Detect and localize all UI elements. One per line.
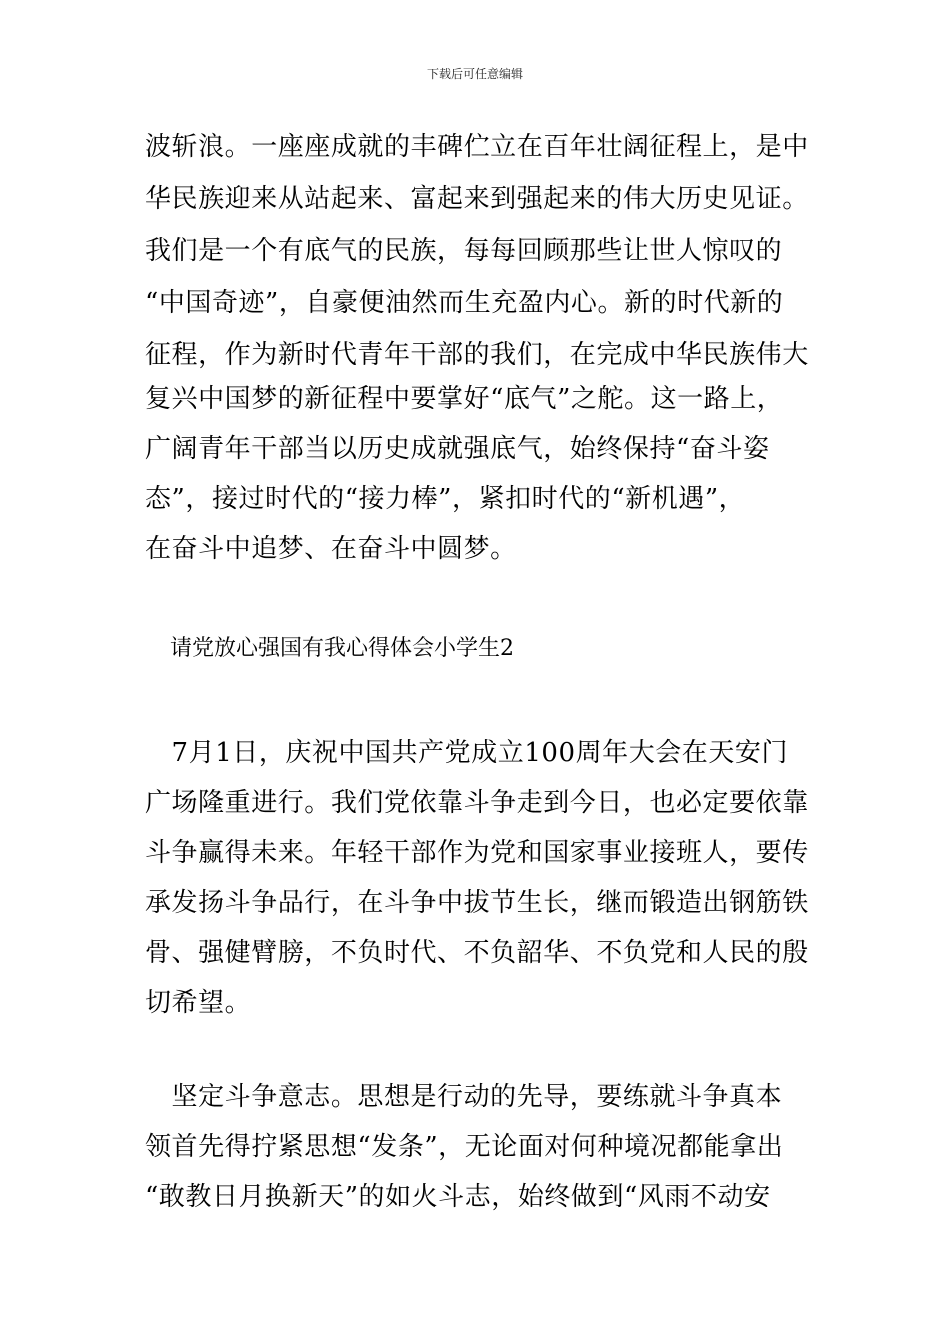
paragraph-line: 态”，接过时代的“接力棒”，紧扣时代的“新机遇”， xyxy=(145,484,746,514)
page-header-note: 下载后可任意编辑 xyxy=(426,67,523,81)
paragraph-line: 在奋斗中追梦、在奋斗中圆梦。 xyxy=(145,534,517,564)
paragraph-line: 领首先得拧紧思想“发条”，无论面对何种境况都能拿出 xyxy=(145,1132,784,1162)
paragraph-line: 我们是一个有底气的民族，每每回顾那些让世人惊叹的 xyxy=(145,236,783,266)
paragraph-line: 征程，作为新时代青年干部的我们，在完成中华民族伟大 xyxy=(145,340,809,370)
paragraph-line: 斗争赢得未来。年轻干部作为党和国家事业接班人，要传 xyxy=(145,838,809,868)
paragraph-line: 坚定斗争意志。思想是行动的先导，要练就斗争真本 xyxy=(145,1082,783,1112)
paragraph-line: 波斩浪。一座座成就的丰碑伫立在百年壮阔征程上，是中 xyxy=(145,132,809,162)
paragraph-line: “敢教日月换新天”的如火斗志，始终做到“风雨不动安 xyxy=(145,1182,771,1212)
section-title: 请党放心强国有我心得体会小学生2 xyxy=(170,636,514,661)
paragraph-line: 承发扬斗争品行，在斗争中拔节生长，继而锻造出钢筋铁 xyxy=(145,888,809,918)
paragraph-line: “中国奇迹”，自豪便油然而生充盈内心。新的时代新的 xyxy=(145,288,784,318)
paragraph-line: 广阔青年干部当以历史成就强底气，始终保持“奋斗姿 xyxy=(145,434,770,464)
paragraph-line: 广场隆重进行。我们党依靠斗争走到今日，也必定要依靠 xyxy=(145,788,809,818)
paragraph-line: 骨、强健臂膀，不负时代、不负韶华、不负党和人民的殷 xyxy=(145,938,809,968)
paragraph-line: 切希望。 xyxy=(145,988,252,1018)
paragraph-line: 7月1日，庆祝中国共产党成立100周年大会在天安门 xyxy=(145,738,789,768)
paragraph-line: 华民族迎来从站起来、富起来到强起来的伟大历史见证。 xyxy=(145,184,809,214)
paragraph-line: 复兴中国梦的新征程中要掌好“底气”之舵。这一路上， xyxy=(145,384,784,414)
